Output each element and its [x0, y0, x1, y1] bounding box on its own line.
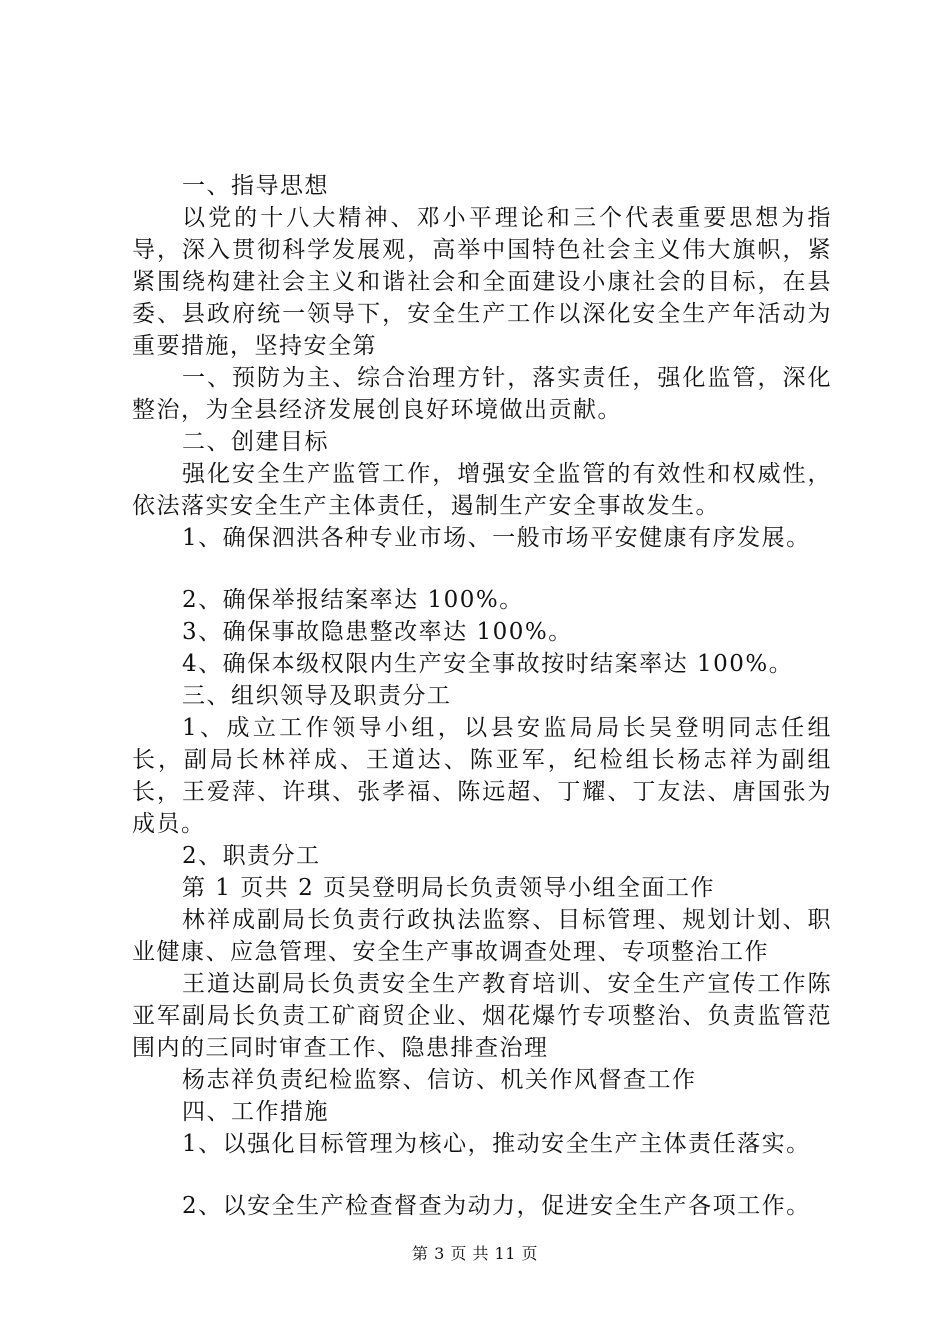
paragraph-para-6: 林祥成副局长负责行政执法监察、目标管理、规划计划、职业健康、应急管理、安全生产事故调查处理、专项整治工作 [132, 907, 832, 965]
paragraph-para-8: 杨志祥负责纪检监察、信访、机关作风督查工作 [182, 1067, 697, 1093]
paragraph-heading-1: 一、指导思想 [182, 173, 329, 199]
paragraph-item-1: 1、确保泗洪各种专业市场、一般市场平安健康有序发展。 [182, 525, 811, 551]
paragraph-item-6: 1、以强化目标管理为核心，推动安全生产主体责任落实。 [182, 1131, 811, 1157]
paragraph-para-5: 第 1 页共 2 页吴登明局长负责领导小组全面工作 [182, 875, 716, 901]
paragraph-para-7: 王道达副局长负责安全生产教育培训、安全生产宣传工作陈亚军副局长负责工矿商贸企业、烟花爆竹专项整治、负责监管范围内的三同时审查工作、隐患排查治理 [132, 971, 832, 1061]
paragraph-item-4: 4、确保本级权限内生产安全事故按时结案率达 100%。 [182, 651, 794, 677]
paragraph-item-3: 3、确保事故隐患整改率达 100%。 [182, 619, 573, 645]
paragraph-para-1: 以党的十八大精神、邓小平理论和三个代表重要思想为指导，深入贯彻科学发展观，高举中国特色社会主义伟大旗帜，紧紧围绕构建社会主义和谐社会和全面建设小康社会的目标，在县委、县政府统一领导下，安全生产工作以深化安全生产年活动为重要措施，坚持安全第 [132, 205, 832, 359]
paragraph-heading-3: 三、组织领导及职责分工 [182, 683, 452, 709]
paragraph-para-3: 强化安全生产监管工作，增强安全监管的有效性和权威性，依法落实安全生产主体责任，遏制生产安全事故发生。 [132, 461, 832, 519]
document-body [132, 170, 832, 1222]
paragraph-item-2: 2、确保举报结案率达 100%。 [182, 587, 524, 613]
paragraph-item-7: 2、以安全生产检查督查为动力，促进安全生产各项工作。 [182, 1193, 811, 1219]
paragraph-item-5: 2、职责分工 [182, 843, 321, 869]
paragraph-heading-2: 二、创建目标 [182, 429, 329, 455]
paragraph-para-2: 一、预防为主、综合治理方针，落实责任，强化监管，深化整治，为全县经济发展创良好环境做出贡献。 [132, 365, 832, 423]
page-footer: 第 3 页 共 11 页 [412, 1244, 538, 1263]
paragraph-para-4: 1、成立工作领导小组，以县安监局局长吴登明同志任组长，副局长林祥成、王道达、陈亚军，纪检组长杨志祥为副组长，王爱萍、许琪、张孝福、陈远超、丁耀、丁友法、唐国张为成员。 [132, 715, 832, 837]
paragraph-heading-4: 四、工作措施 [182, 1099, 329, 1125]
